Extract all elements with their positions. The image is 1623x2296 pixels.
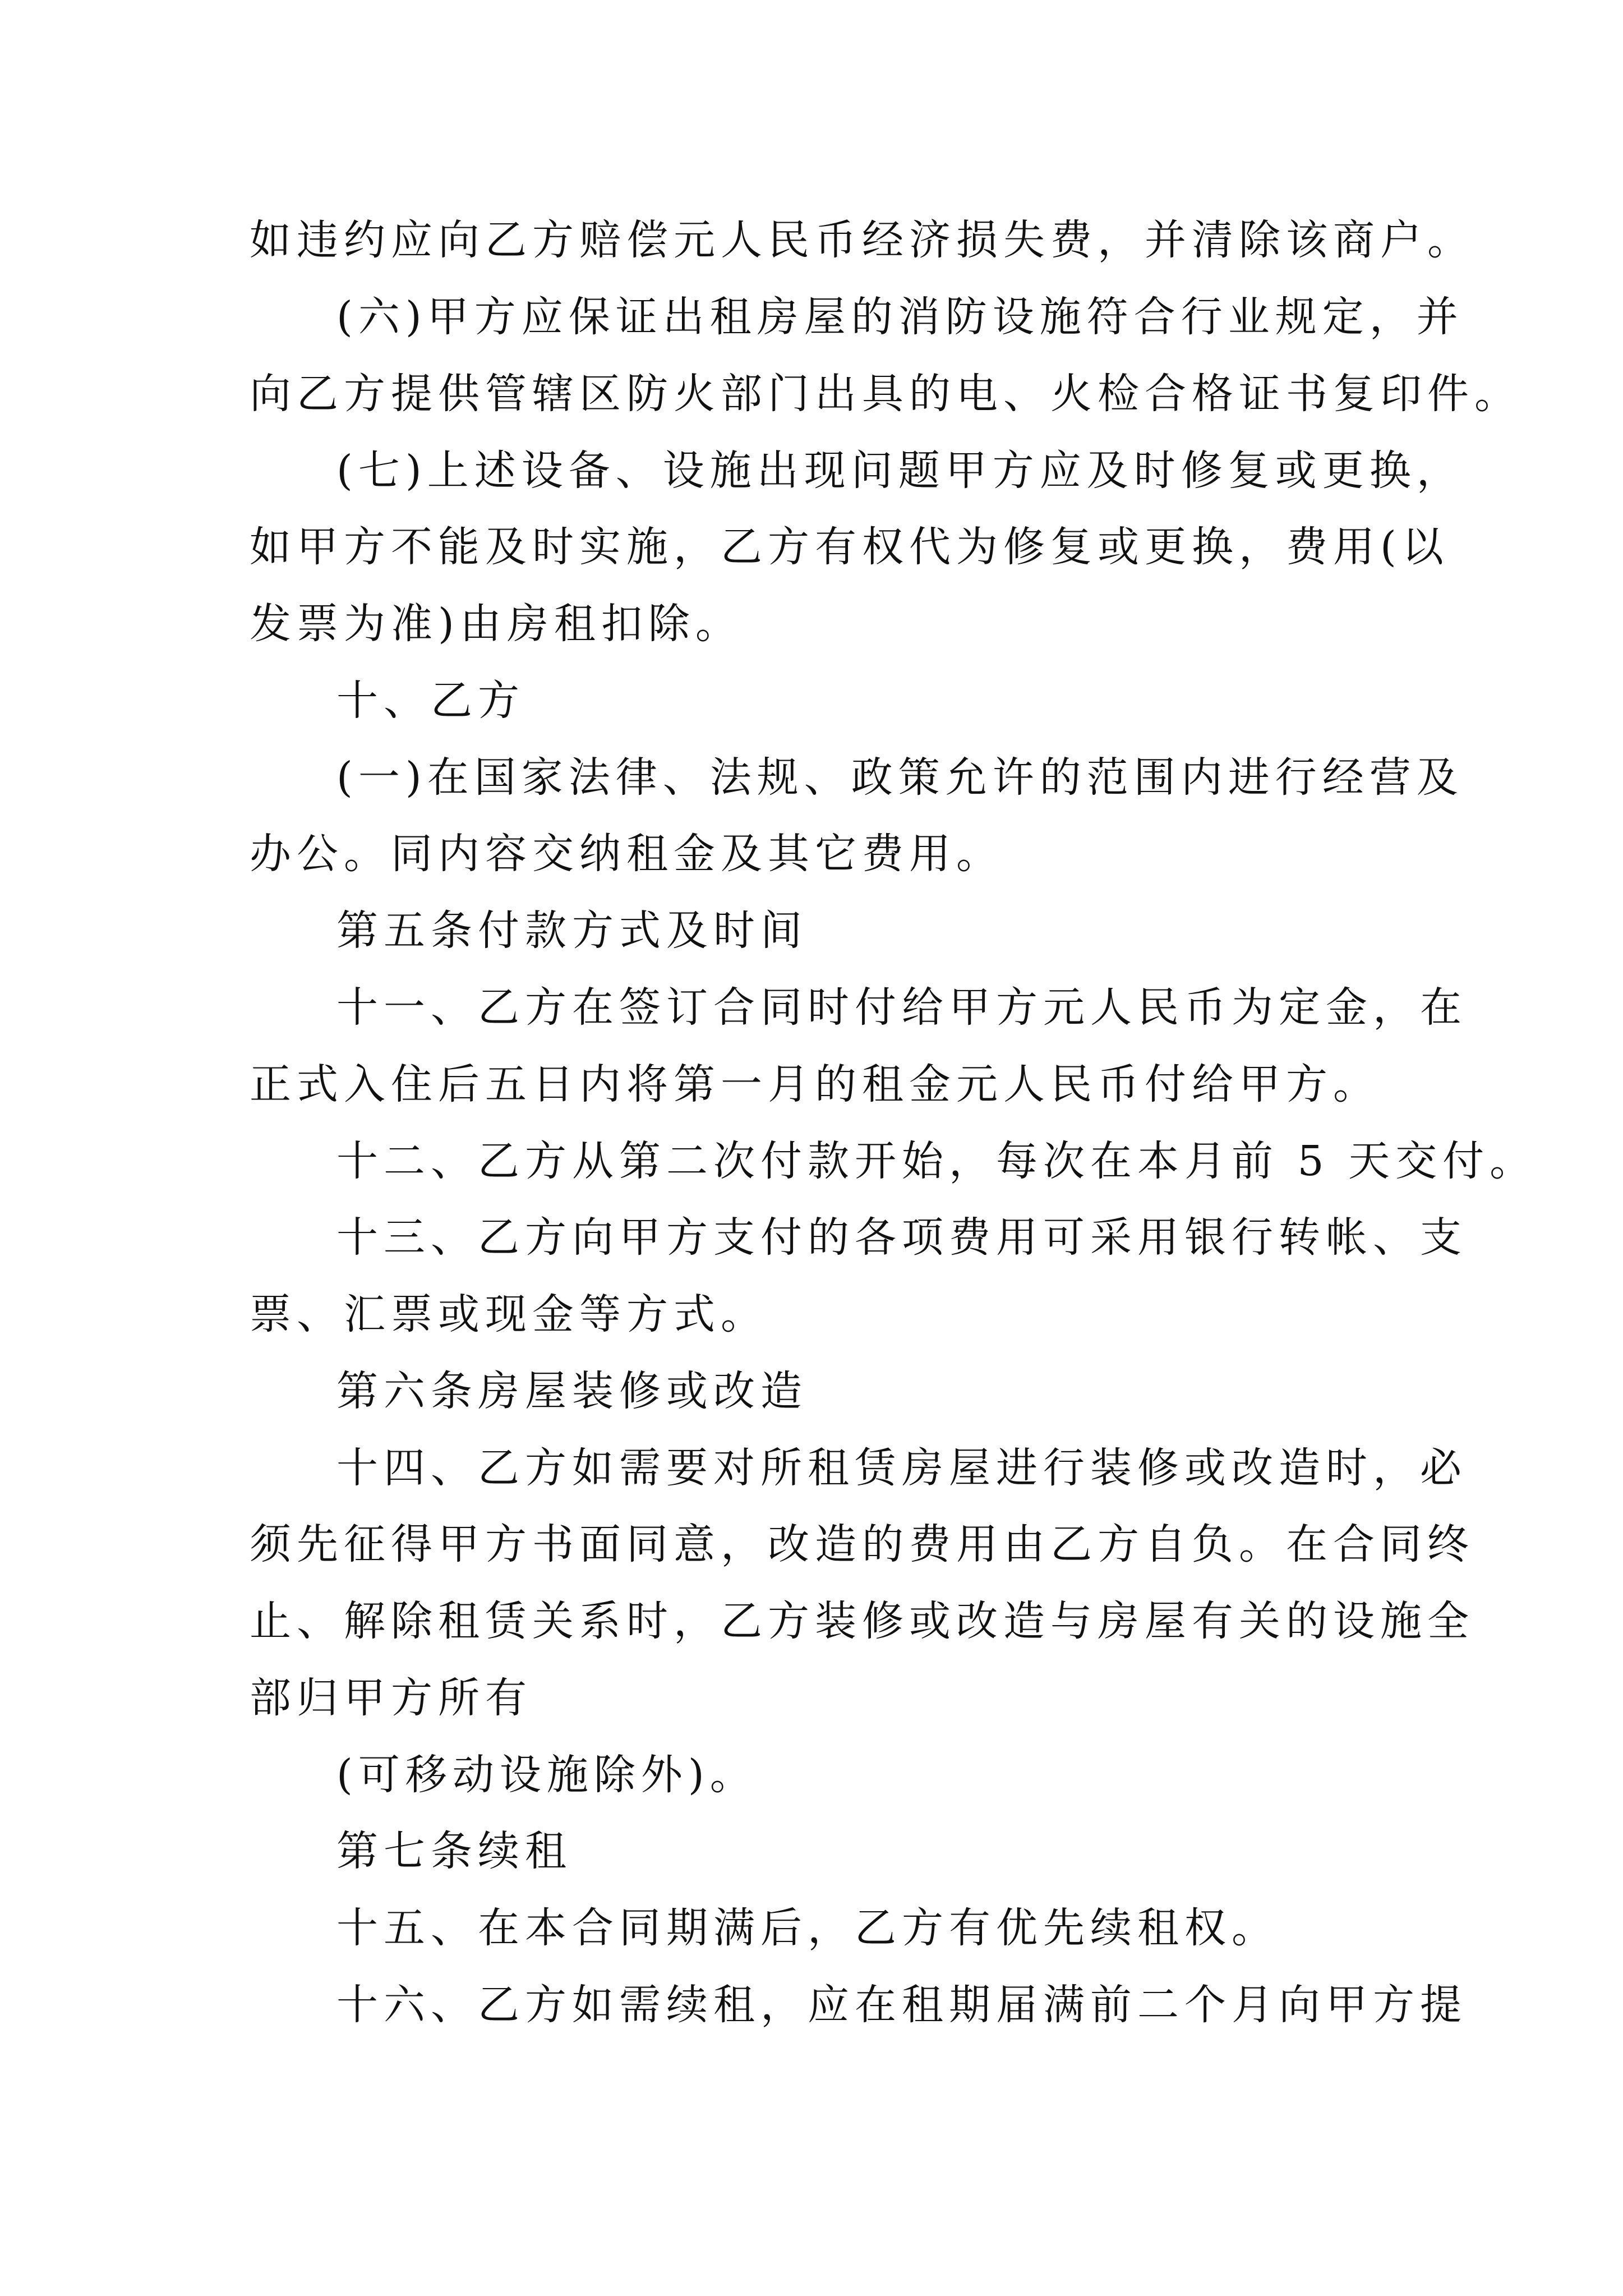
- article-heading: 第七条续租: [336, 1827, 572, 1875]
- text-line: (可移动设施除外)。: [336, 1751, 757, 1799]
- text-line: (一)在国家法律、法规、政策允许的范围内进行经营及: [336, 753, 1464, 802]
- text-line: (六)甲方应保证出租房屋的消防设施符合行业规定，并: [336, 293, 1464, 341]
- text-line: 向乙方提供管辖区防火部门出具的电、火检合格证书复印件。: [250, 370, 1521, 418]
- text-line: 如违约应向乙方赔偿元人民币经济损失费，并清除该商户。: [250, 216, 1474, 264]
- text-line: (七)上述设备、设施出现问题甲方应及时修复或更换，: [336, 447, 1464, 495]
- text-line: 须先征得甲方书面同意，改造的费用由乙方自负。在合同终: [250, 1520, 1474, 1568]
- text-line: 如甲方不能及时实施，乙方有权代为修复或更换，费用(以: [250, 523, 1449, 571]
- text-line: 十三、乙方向甲方支付的各项费用可采用银行转帐、支: [336, 1213, 1467, 1262]
- section-heading: 十、乙方: [336, 677, 525, 725]
- text-line: 正式入住后五日内将第一月的租金元人民币付给甲方。: [250, 1060, 1380, 1108]
- text-line: 十一、乙方在签订合同时付给甲方元人民币为定金，在: [336, 983, 1467, 1032]
- text-line: 十六、乙方如需续租，应在租期届满前二个月向甲方提: [336, 1981, 1467, 2029]
- text-line: 办公。同内容交纳租金及其它费用。: [250, 830, 1003, 878]
- text-line: 部归甲方所有: [250, 1674, 532, 1722]
- text-line: 十二、乙方从第二次付款开始，每次在本月前 5 天交付。: [336, 1137, 1537, 1185]
- text-line: 票、汇票或现金等方式。: [250, 1290, 768, 1338]
- text-line: 止、解除租赁关系时，乙方装修或改造与房屋有关的设施全: [250, 1597, 1474, 1645]
- text-line: 十五、在本合同期满后，乙方有优先续租权。: [336, 1904, 1279, 1952]
- article-heading: 第六条房屋装修或改造: [336, 1367, 808, 1415]
- text-line: 十四、乙方如需要对所租赁房屋进行装修或改造时，必: [336, 1444, 1467, 1492]
- text-line: 发票为准)由房租扣除。: [250, 600, 743, 648]
- article-heading: 第五条付款方式及时间: [336, 907, 808, 955]
